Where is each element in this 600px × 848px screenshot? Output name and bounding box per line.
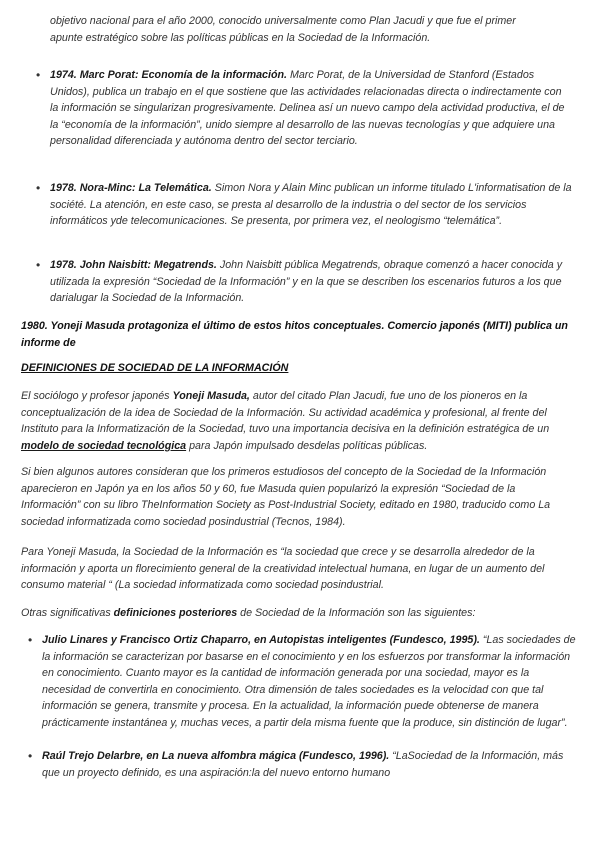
definition-item-linares — [28, 632, 576, 732]
milestone-text: Marc Porat, de la Universidad de Stanford (Estados Unidos), publica un trabajo en el que sostiene que las actividades relacionadas directa o indirectamente con la información se singularizan progresivamente. Delinea así un nuevo campo dela actividad productiva, el de la “economía de la información”, unido siempre al desarrollo de las nuevas tecnologías y que adquiere una personalidad diferenciada y autónoma dentro del sector terciario. — [50, 69, 565, 148]
p1-text-c: autor del citado Plan Jacudi, fue uno de los pioneros en la conceptualización de la idea de Sociedad de la Información. Su actividad académica y profesional, al frente del Instituto para la Informatización de la Sociedad, tuvo una importancia decisiva en la definición estratégica de un — [21, 390, 550, 436]
milestone-heading: 1974. Marc Porat: Economía de la información. — [50, 69, 287, 81]
p4-bold: definiciones posteriores — [113, 607, 238, 619]
intro-line-2: apunte estratégico sobre las políticas públicas en la Sociedad de la Información. — [50, 31, 431, 44]
bullet-icon: • — [36, 258, 41, 272]
milestone-item-nora-minc — [36, 180, 572, 230]
paragraph-origins: Si bien algunos autores consideran que los primeros estudiosos del concepto de la Sociedad de la Información aparecieron en Japón ya en los años 50 y 60, fue Masuda quien popularizó la expresión “Sociedad de la Información” con su libro TheInformation Society as Post-Industrial Society, editado en 1980, traducido como La sociedad informatizada como sociedad posindustrial (Tecnos, 1984). — [21, 466, 551, 528]
milestone-heading: 1978. John Naisbitt: Megatrends. — [50, 259, 217, 271]
paragraph-definition-masuda: Para Yoneji Masuda, la Sociedad de la Información es “la sociedad que crece y se desarrolla alrededor de la información y aporta un florecimiento general de la creatividad intelectual humana, en lugar de un aumento del consumo material “ (La sociedad informatizada como sociedad posindustrial. — [21, 546, 545, 592]
paragraph-masuda — [21, 388, 577, 454]
definition-text: “LaSociedad de la Información, más que un proyecto definido, es una aspiración:la del nuevo entorno humano — [42, 750, 564, 779]
bullet-icon: • — [36, 68, 41, 82]
definition-heading: Julio Linares y Francisco Ortiz Chaparro, en Autopistas inteligentes (Fundesco, 1995). — [42, 634, 480, 646]
definition-item-trejo — [28, 748, 576, 781]
p1-text-a: El sociólogo y profesor japonés — [21, 390, 173, 402]
milestone-item-naisbitt — [36, 257, 572, 307]
masuda-statement: 1980. Yoneji Masuda protagoniza el último de estos hitos conceptuales. Comercio japonés (MITI) publica un informe de — [21, 320, 568, 349]
intro-line-1: objetivo nacional para el año 2000, conocido universalmente como Plan Jacudi y que fue el primer — [50, 15, 516, 27]
p1-text-e: para Japón impulsado desdelas políticas públicas. — [186, 439, 428, 452]
p4-text-a: Otras significativas — [21, 607, 114, 619]
milestone-text: Simon Nora y Alain Minc publican un informe titulado L'informatisation de la société. La atención, en este caso, se presta al desarrollo de la industria o del sector de los servicios informáticos yde telecomunicaciones. Se presenta, por primera vez, el neologismo “telemática”. — [50, 182, 572, 228]
milestone-heading: 1978. Nora-Minc: La Telemática. — [50, 182, 212, 194]
bullet-icon: • — [28, 633, 33, 647]
milestone-text: John Naisbitt pública Megatrends, obraque comenzó a hacer conocida y utilizada la expresión “Sociedad de la Información” y en la que se describen los escenarios futuros a los que darialugar la Sociedad de la Información. — [50, 259, 563, 305]
bullet-icon: • — [36, 181, 41, 195]
p4-text-c: de Sociedad de la Información son las siguientes: — [237, 607, 476, 619]
p1-bold-model: modelo de sociedad tecnológica — [21, 439, 187, 452]
paragraph-other-definitions — [21, 605, 577, 622]
definition-text: “Las sociedades de la información se caracterizan por basarse en el conocimiento y en los esfuerzos por transformar la información en conocimiento. Cuanto mayor es la cantidad de información generada por una sociedad, mayor es la necesidad de convertirla en conocimiento. Otra dimensión de tales sociedades es la velocidad con que tal información se genera, transmite y procesa. En la actualidad, la información puede obtenerse de manera prácticamente instantánea y, muchas veces, a partir dela misma fuente que la produce, sin distinción de lugar”. — [42, 634, 576, 729]
definition-heading: Raúl Trejo Delarbre, en La nueva alfombra mágica (Fundesco, 1996). — [42, 750, 390, 762]
bullet-icon: • — [28, 749, 33, 763]
intro-paragraph — [50, 13, 570, 46]
milestone-item-porat — [36, 67, 572, 150]
p1-bold-masuda: Yoneji Masuda, — [172, 390, 250, 402]
section-title: DEFINICIONES DE SOCIEDAD DE LA INFORMACIÓN — [21, 362, 289, 374]
